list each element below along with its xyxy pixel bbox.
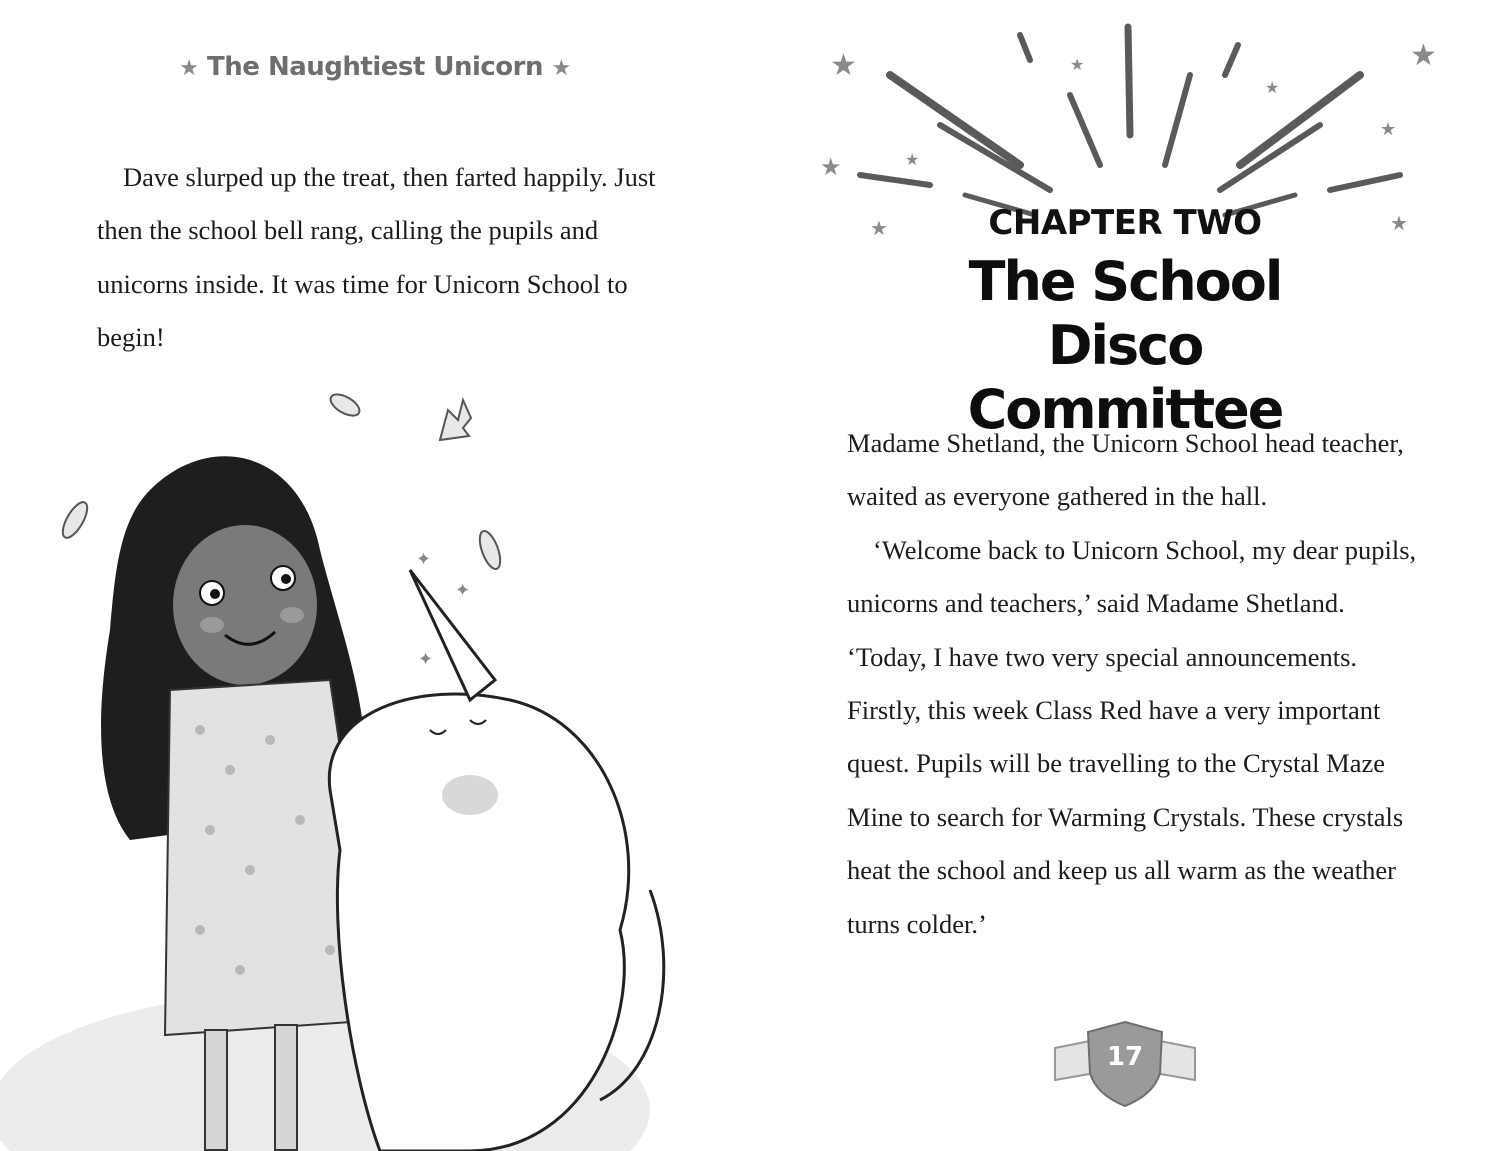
chapter-label: CHAPTER TWO	[988, 203, 1262, 243]
right-body-text	[847, 417, 1417, 951]
paragraph: ‘Welcome back to Unicorn School, my dear pupils, unicorns and teachers,’ said Madame Shetland. ‘Today, I have two very special announcements. Firstly, this week Class Red have a very important quest. Pupils will be travelling to the Crystal Maze Mine to search for Warming Crystals. These crystals heat the school and keep us all warm as the weather turns colder.’	[847, 534, 1417, 939]
svg-text:★: ★	[1390, 211, 1408, 235]
svg-text:★: ★	[830, 48, 857, 83]
svg-text:✦: ✦	[416, 549, 432, 570]
star-icon: ★	[179, 56, 199, 81]
svg-text:★: ★	[1380, 119, 1397, 140]
svg-text:★: ★	[820, 153, 842, 181]
page-number-badge	[1050, 1018, 1200, 1108]
left-body-text	[97, 151, 657, 365]
svg-text:★: ★	[1265, 78, 1280, 97]
running-head	[0, 52, 750, 82]
svg-text:✦: ✦	[418, 649, 434, 670]
svg-text:★: ★	[1070, 55, 1085, 74]
star-icon: ★	[551, 56, 571, 81]
paragraph: Dave slurped up the treat, then farted happily. Just then the school bell rang, calling the pupils and unicorns inside. It was time for Unicorn School to begin!	[97, 162, 656, 353]
svg-text:✦: ✦	[455, 580, 471, 601]
right-page	[750, 0, 1500, 1151]
page-number: 17	[1106, 1042, 1144, 1072]
chapter-title	[750, 250, 1500, 442]
girl-and-unicorn-illustration	[0, 370, 750, 1151]
svg-text:★: ★	[1410, 38, 1437, 73]
svg-text:★: ★	[870, 216, 888, 235]
svg-text:★: ★	[905, 150, 920, 169]
chapter-title-text: The School Disco Committee	[967, 250, 1283, 441]
running-head-title: The Naughtiest Unicorn	[207, 52, 543, 82]
paragraph: Madame Shetland, the Unicorn School head teacher, waited as everyone gathered in the hall.	[847, 428, 1404, 512]
starburst-decoration	[820, 15, 1440, 235]
